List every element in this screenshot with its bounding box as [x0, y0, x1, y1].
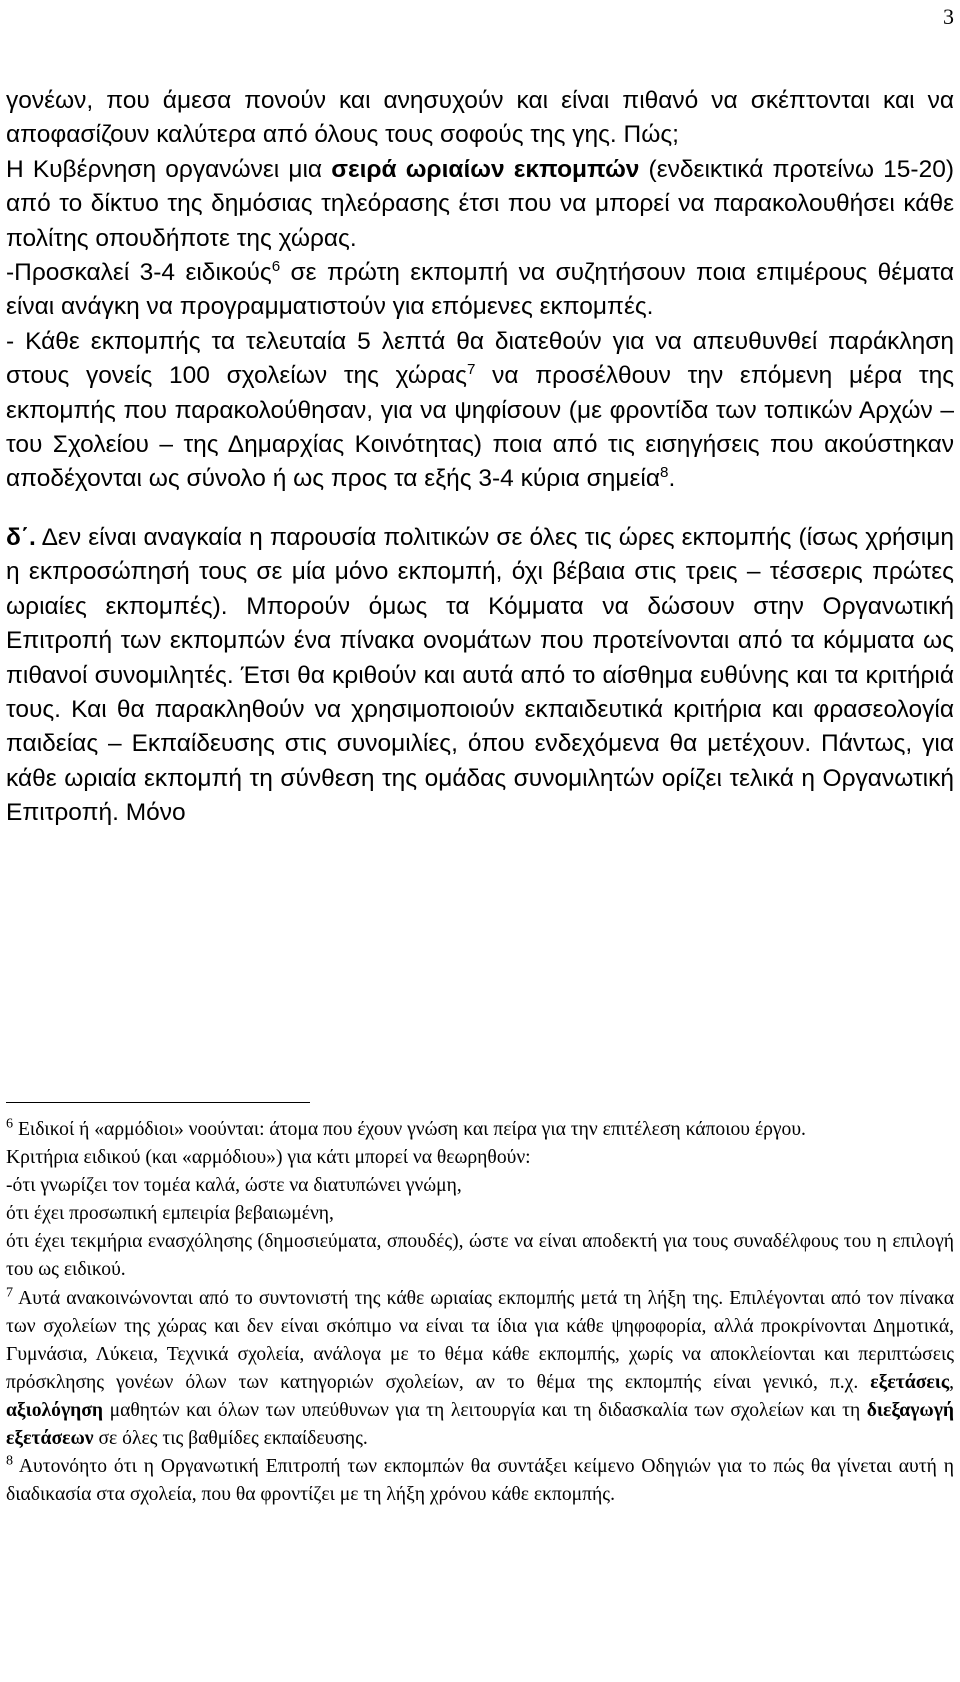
- footnote-7-text: Αυτά ανακοινώνονται από το συντονιστή της κάθε ωριαίας εκπομπής μετά τη λήξη της. Επιλέγονται από τον πίνακα των σχολείων της χώρας και δεν είναι σκόπιμο να είναι τα ίδια για κάθε ψηφοφορία, αλλά προκρίνονται Δημοτικά, Γυμνάσια, Λύκεια, Τεχνικά σχολεία, ανάλογα με το θέμα κάθε εκπομπής, χωρίς να αποκλείονται και περιπτώσεις πρόσκλησης γονέων όλων των κατηγοριών σχολείων, αν το θέμα της εκπομπής είναι γενικό, π.χ.: [6, 1287, 954, 1393]
- paragraph-2-text-end: (ενδεικτικά προτείνω 15-20) από το δίκτυο της δημόσιας τηλεόρασης έτσι που να μπορεί να παρακολουθήσει κάθε πολίτης οπουδήποτε της χώρας.: [6, 155, 954, 252]
- footnote-7-text-end: σε όλες τις βαθμίδες εκπαίδευσης.: [93, 1428, 368, 1450]
- paragraph-3-text-end: σε πρώτη εκπομπή να συζητήσουν ποια επιμέρους θέματα είναι ανάγκη να προγραμματιστούν για επόμενες εκπομπές.: [6, 259, 954, 321]
- paragraph-3-text: -Προσκαλεί 3-4 ειδικούς: [6, 259, 272, 287]
- footnote-separator: [6, 1102, 310, 1103]
- main-text: [6, 84, 954, 831]
- footnotes: [6, 1116, 954, 1509]
- footnote-7: [6, 1285, 954, 1454]
- footnote-ref-8[interactable]: 8: [660, 464, 669, 482]
- paragraph-5-text: Δεν είναι αναγκαία η παρουσία πολιτικών σε όλες τις ώρες εκπομπής (ίσως χρήσιμη η εκπροσώπησή τους σε μία μόνο εκπομπή, όχι βέβαια στις τρεις – τέσσερις πρώτες ωριαίες εκπομπές). Μπορούν όμως τα Κόμματα να δώσουν στην Οργανωτική Επιτροπή των εκπομπών ένα πίνακα ονομάτων που προτείνονται από τα κόμματα ως πιθανοί συνομιλητές. Έτσι θα κριθούν και αυτά από το αίσθημα ευθύνης και τα κριτήριά τους. Και θα παρακληθούν να χρησιμοποιούν εκπαιδευτικά κριτήρια και φρασεολογία παιδείας – Εκπαίδευσης στις συνομιλίες, όπου ενδεχόμενα θα μετέχουν. Πάντως, για κάθε ωριαία εκπομπή τη σύνθεση της ομάδας συνομιλητών ορίζει τελικά η Οργανωτική Επιτροπή. Μόνο: [6, 523, 954, 827]
- footnote-7-bold-conduct: διεξαγωγή εξετάσεων: [6, 1399, 954, 1450]
- footnote-8: [6, 1453, 954, 1509]
- footnote-ref-6[interactable]: 6: [271, 257, 281, 275]
- footnote-6: [6, 1116, 954, 1144]
- paragraph-2: [6, 153, 954, 256]
- footnote-7-comma: ,: [949, 1371, 954, 1393]
- paragraph-5: [6, 521, 954, 831]
- paragraph-4-text-mid: να προσέλθουν την επόμενη μέρα της εκπομπής που παρακολούθησαν, για να ψηφίσουν (με φροντίδα των τοπικών Αρχών – του Σχολείου – της Δημαρχίας Κοινότητας) ποια από τις εισηγήσεις που ακούστηκαν αποδέχονται ως σύνολο ή ως προς τα εξής 3-4 κύρια σημεία: [6, 362, 954, 493]
- paragraph-4-text: - Κάθε εκπομπής τα τελευταία 5 λεπτά θα διατεθούν για να απευθυνθεί παράκληση στους γονείς 100 σχολείων της χώρας: [6, 327, 954, 390]
- footnote-6-line-4: ότι έχει προσωπική εμπειρία βεβαιωμένη,: [6, 1203, 334, 1225]
- footnote-6-line-5: ότι έχει τεκμήρια ενασχόλησης (δημοσιεύματα, σπουδές), ώστε να είναι αποδεκτή για τους συναδέλφους του η επιλογή του ως ειδικού.: [6, 1231, 954, 1281]
- paragraph-2-text: Η Κυβέρνηση οργανώνει μια: [6, 155, 332, 183]
- paragraph-4: [6, 325, 954, 497]
- footnote-6-text: Ειδικοί ή «αρμόδιοι» νοούνται: άτομα που έχουν γνώση και πείρα για την επιτέλεση κάποιου έργου.: [13, 1119, 806, 1140]
- footnote-8-text: Αυτονόητο ότι η Οργανωτική Επιτροπή των εκπομπών θα συντάξει κείμενο Οδηγιών για το πώς θα γίνεται αυτή η διαδικασία στα σχολεία, που θα φροντίζει με τη λήξη χρόνου κάθε εκπομπής.: [6, 1456, 954, 1506]
- paragraph-3: [6, 256, 954, 325]
- paragraph-4-text-end: .: [668, 465, 676, 493]
- paragraph-2-bold: σειρά ωριαίων εκπομπών: [331, 155, 640, 183]
- paragraph-1: γονέων, που άμεσα πονούν και ανησυχούν και είναι πιθανό να σκέπτονται και να αποφασίζουν καλύτερα από όλους τους σοφούς της γης. Πώς;: [6, 87, 954, 149]
- footnote-7-bold-exams: εξετάσεις: [870, 1371, 950, 1393]
- footnote-6-number: 6: [6, 1115, 14, 1132]
- footnote-6-line-2: Κριτήρια ειδικού (και «αρμόδιου») για κάτι μπορεί να θεωρηθούν:: [6, 1147, 531, 1169]
- footnote-ref-7[interactable]: 7: [466, 361, 476, 379]
- section-label: δ΄.: [6, 523, 36, 551]
- footnote-8-number: 8: [6, 1452, 14, 1469]
- footnote-6-line-3: -ότι γνωρίζει τον τομέα καλά, ώστε να διατυπώνει γνώμη,: [6, 1175, 462, 1197]
- page-number: 3: [943, 4, 954, 29]
- footnote-7-bold-assessment: αξιολόγηση: [6, 1399, 104, 1421]
- footnote-7-number: 7: [6, 1284, 14, 1301]
- footnote-7-text-mid: μαθητών και όλων των υπεύθυνων για τη λειτουργία και τη διδασκαλία των σχολείων και τη: [103, 1399, 867, 1421]
